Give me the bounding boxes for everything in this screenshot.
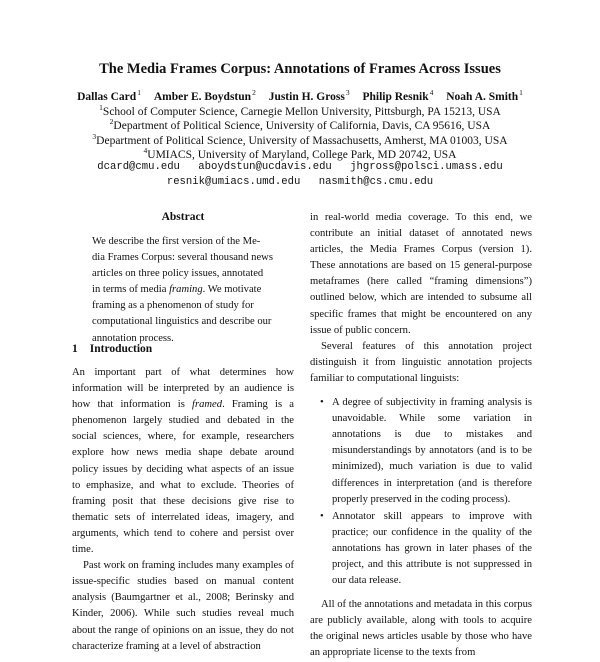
abstract-line: computational linguistics and describe our (92, 316, 272, 328)
paragraph: Several features of this annotation project distinguish it from linguistic annotation projects familiar to computational linguists: (310, 340, 532, 384)
section-heading: 1 Introduction (72, 343, 153, 355)
bullet-list (310, 395, 532, 589)
list-item: • Annotator skill appears to improve with practice; our confidence in the quality of the annotations has grown in later phases of the project, and this attribute is not suppressed in our data release. (320, 510, 532, 587)
intro-body (72, 365, 294, 655)
affiliation: $^4$UMIACS, University of Maryland, College Park, MD 20742, USA (143, 146, 457, 161)
abstract-line: We describe the first version of the Me- (92, 236, 261, 247)
author: Dallas Card$^1$ (77, 88, 141, 103)
abstract-line: annotation process. (92, 332, 174, 344)
affiliation: $^2$Department of Political Science, University of California, Davis, CA 95616, USA (109, 117, 491, 132)
right-column (310, 210, 532, 662)
abstract-line: framing as a phenomenon of study for (92, 300, 254, 312)
email: resnik@umiacs.umd.edu (166, 176, 301, 188)
email-row (0, 176, 600, 188)
author: Noah A. Smith$^1$ (446, 88, 523, 103)
email-row (0, 161, 600, 173)
email: jhgross@polsci.umass.edu (350, 161, 503, 173)
abstract-body (92, 234, 274, 347)
author: Philip Resnik$^4$ (362, 88, 434, 103)
bullet-icon: • (320, 510, 324, 522)
paragraph: An important part of what determines how information will be interpreted by an audience is how that information is framed. Framing is a phenomenon largely studied and debated in the social sciences, where, for example, researchers explore how news media shape debate around policy issues by deciding what aspects of an issue to emphasize, and what to exclude. Theories of framing posit that these decisions give rise to thematic sets of interrelated ideas, imagery, and arguments, which tend to cohere and persist over time. (72, 367, 294, 556)
abstract-heading: Abstract (161, 211, 205, 223)
bullet-icon: • (320, 397, 324, 409)
author: Amber E. Boydstun$^2$ (153, 88, 256, 103)
abstract-line: in terms of media framing. We motivate (92, 284, 262, 296)
abstract-line: dia Frames Corpus: several thousand news (92, 252, 273, 264)
affiliation: $^1$School of Computer Science, Carnegie Mellon University, Pittsburgh, PA 15213, USA (99, 103, 501, 118)
paper-title: The Media Frames Corpus: Annotations of Frames Across Issues (99, 61, 501, 77)
abstract-line: articles on three policy issues, annotated (92, 268, 264, 280)
email: nasmith@cs.cmu.edu (318, 176, 434, 188)
paragraph: in real-world media coverage. To this end, we contribute an initial dataset of annotated news articles, the Media Frames Corpus (version 1). These annotations are based on 15 general-purpose metaframes (here called “framing dimensions”) outlined below, which are intended to subsume all specific frames that might be encountered on any issue of public concern. (310, 212, 532, 336)
author-list (0, 88, 600, 103)
list-item: • A degree of subjectivity in framing analysis is unavoidable. While some variation in annotations is due to mistakes and misunderstandings by annotators (and is to be minimized), much variation is due to valid differences in interpretation (and is therefore properly preserved in the coding process). (320, 397, 532, 505)
paragraph: Past work on framing includes many examples of issue-specific studies based on manual content analysis (Baumgartner et al., 2008; Berinsky and Kinder, 2006). While such studies reveal much about the range of opinions on an issue, they do not characterize framing at a level of abstraction (72, 560, 294, 652)
affiliation: $^3$Department of Political Science, University of Massachusetts, Amherst, MA 01003, USA (92, 132, 508, 147)
email: aboydstun@ucdavis.edu (198, 161, 332, 173)
author: Justin H. Gross$^3$ (268, 88, 350, 103)
paragraph: All of the annotations and metadata in this corpus are publicly available, along with tools to acquire the original news articles usable by those who have an appropriate license to the texts from (310, 599, 532, 659)
email: dcard@cmu.edu (97, 161, 180, 173)
